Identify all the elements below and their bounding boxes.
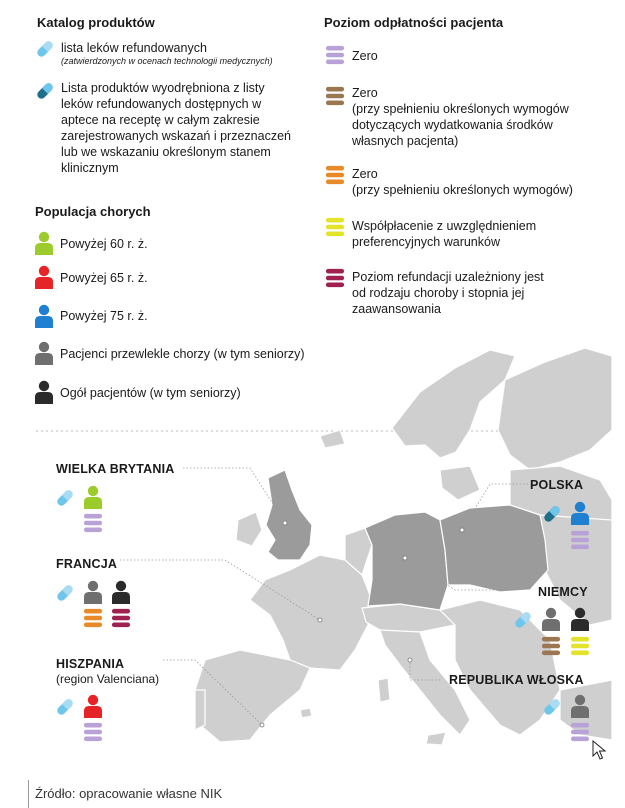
- coins-icon: [570, 722, 590, 742]
- source-rule: [28, 780, 29, 808]
- person-icon: [570, 501, 590, 525]
- ireland-shape: [236, 512, 262, 546]
- denmark-shape: [440, 466, 480, 500]
- sardinia-shape: [378, 678, 390, 702]
- pill-icon: [54, 582, 76, 604]
- coins-icon: [111, 608, 131, 628]
- country-label-poland: POLSKA: [530, 478, 584, 492]
- pill-icon: [541, 696, 563, 718]
- catalog-item-2: Lista produktów wyodrębniona z listy leków refundowanych dostępnych w aptece na receptę w całym zakresie zarejestrowanych wskazań i przeznaczeń lub we wskazaniu określonym stanem klinicznym: [61, 81, 291, 175]
- balearic-shape: [300, 708, 312, 718]
- pill-icon: [541, 503, 563, 525]
- person-icon: [541, 607, 561, 631]
- copay-item-1: Zero: [352, 49, 378, 63]
- population-item-65: Powyżej 65 r. ż.: [60, 271, 148, 285]
- coins-icon: [83, 722, 103, 742]
- germany-shape: [365, 512, 448, 610]
- country-label-uk: WIELKA BRYTANIA: [56, 462, 175, 476]
- cursor-icon: [592, 740, 606, 760]
- coins-icon: [570, 636, 590, 656]
- coins-icon: [570, 530, 590, 550]
- person-icon: [83, 694, 103, 718]
- population-item-75: Powyżej 75 r. ż.: [60, 309, 148, 323]
- copay-item-3: Zero (przy spełnieniu określonych wymogów): [352, 167, 573, 197]
- pill-icon: [54, 696, 76, 718]
- person-icon: [570, 694, 590, 718]
- country-label-france: FRANCJA: [56, 557, 118, 571]
- country-label-germany: NIEMCY: [538, 585, 588, 599]
- catalog-heading: Katalog produktów: [37, 15, 155, 30]
- person-icon: [83, 580, 103, 604]
- coins-icon: [83, 513, 103, 533]
- population-heading: Populacja chorych: [35, 204, 151, 219]
- finland-shape: [498, 348, 612, 470]
- person-icon: [83, 485, 103, 509]
- pill-icon: [54, 487, 76, 509]
- coins-icon: [541, 636, 561, 656]
- scandinavia-shape: [392, 350, 515, 458]
- catalog-item-1-sub: (zatwierdzonych w ocenach technologii medycznych): [61, 56, 273, 66]
- catalog-item-1: lista leków refundowanych: [61, 41, 207, 55]
- population-item-60: Powyżej 60 r. ż.: [60, 237, 148, 251]
- france-shape: [250, 555, 372, 670]
- uk-shape: [266, 470, 312, 560]
- population-item-all: Ogół pacjentów (w tym seniorzy): [60, 386, 241, 400]
- country-label-spain: HISZPANIA: [56, 657, 125, 671]
- copay-heading: Poziom odpłatności pacjenta: [324, 15, 504, 30]
- copay-item-5: Poziom refundacji uzależniony jest od rodzaju choroby i stopnia jej zaawansowania: [352, 270, 544, 316]
- source-text: Źródło: opracowanie własne NIK: [35, 786, 223, 801]
- sicily-shape: [426, 732, 446, 745]
- country-label-italy: REPUBLIKA WŁOSKA: [449, 673, 584, 687]
- person-icon: [111, 580, 131, 604]
- copay-item-2: Zero (przy spełnieniu określonych wymogów dotyczących wydatkowania środków własnych pacjenta): [352, 86, 569, 148]
- copay-item-4: Współpłacenie z uwzględnieniem preferencyjnych warunków: [352, 219, 537, 249]
- coins-icon: [83, 608, 103, 628]
- region-label-spain: (region Valenciana): [56, 672, 160, 686]
- poland-shape: [440, 505, 548, 592]
- portugal-shape: [195, 690, 205, 730]
- pill-icon: [512, 609, 534, 631]
- person-icon: [570, 607, 590, 631]
- population-item-chronic: Pacjenci przewlekle chorzy (w tym seniorzy): [60, 347, 305, 361]
- island-shape: [320, 430, 345, 448]
- spain-shape: [195, 650, 310, 742]
